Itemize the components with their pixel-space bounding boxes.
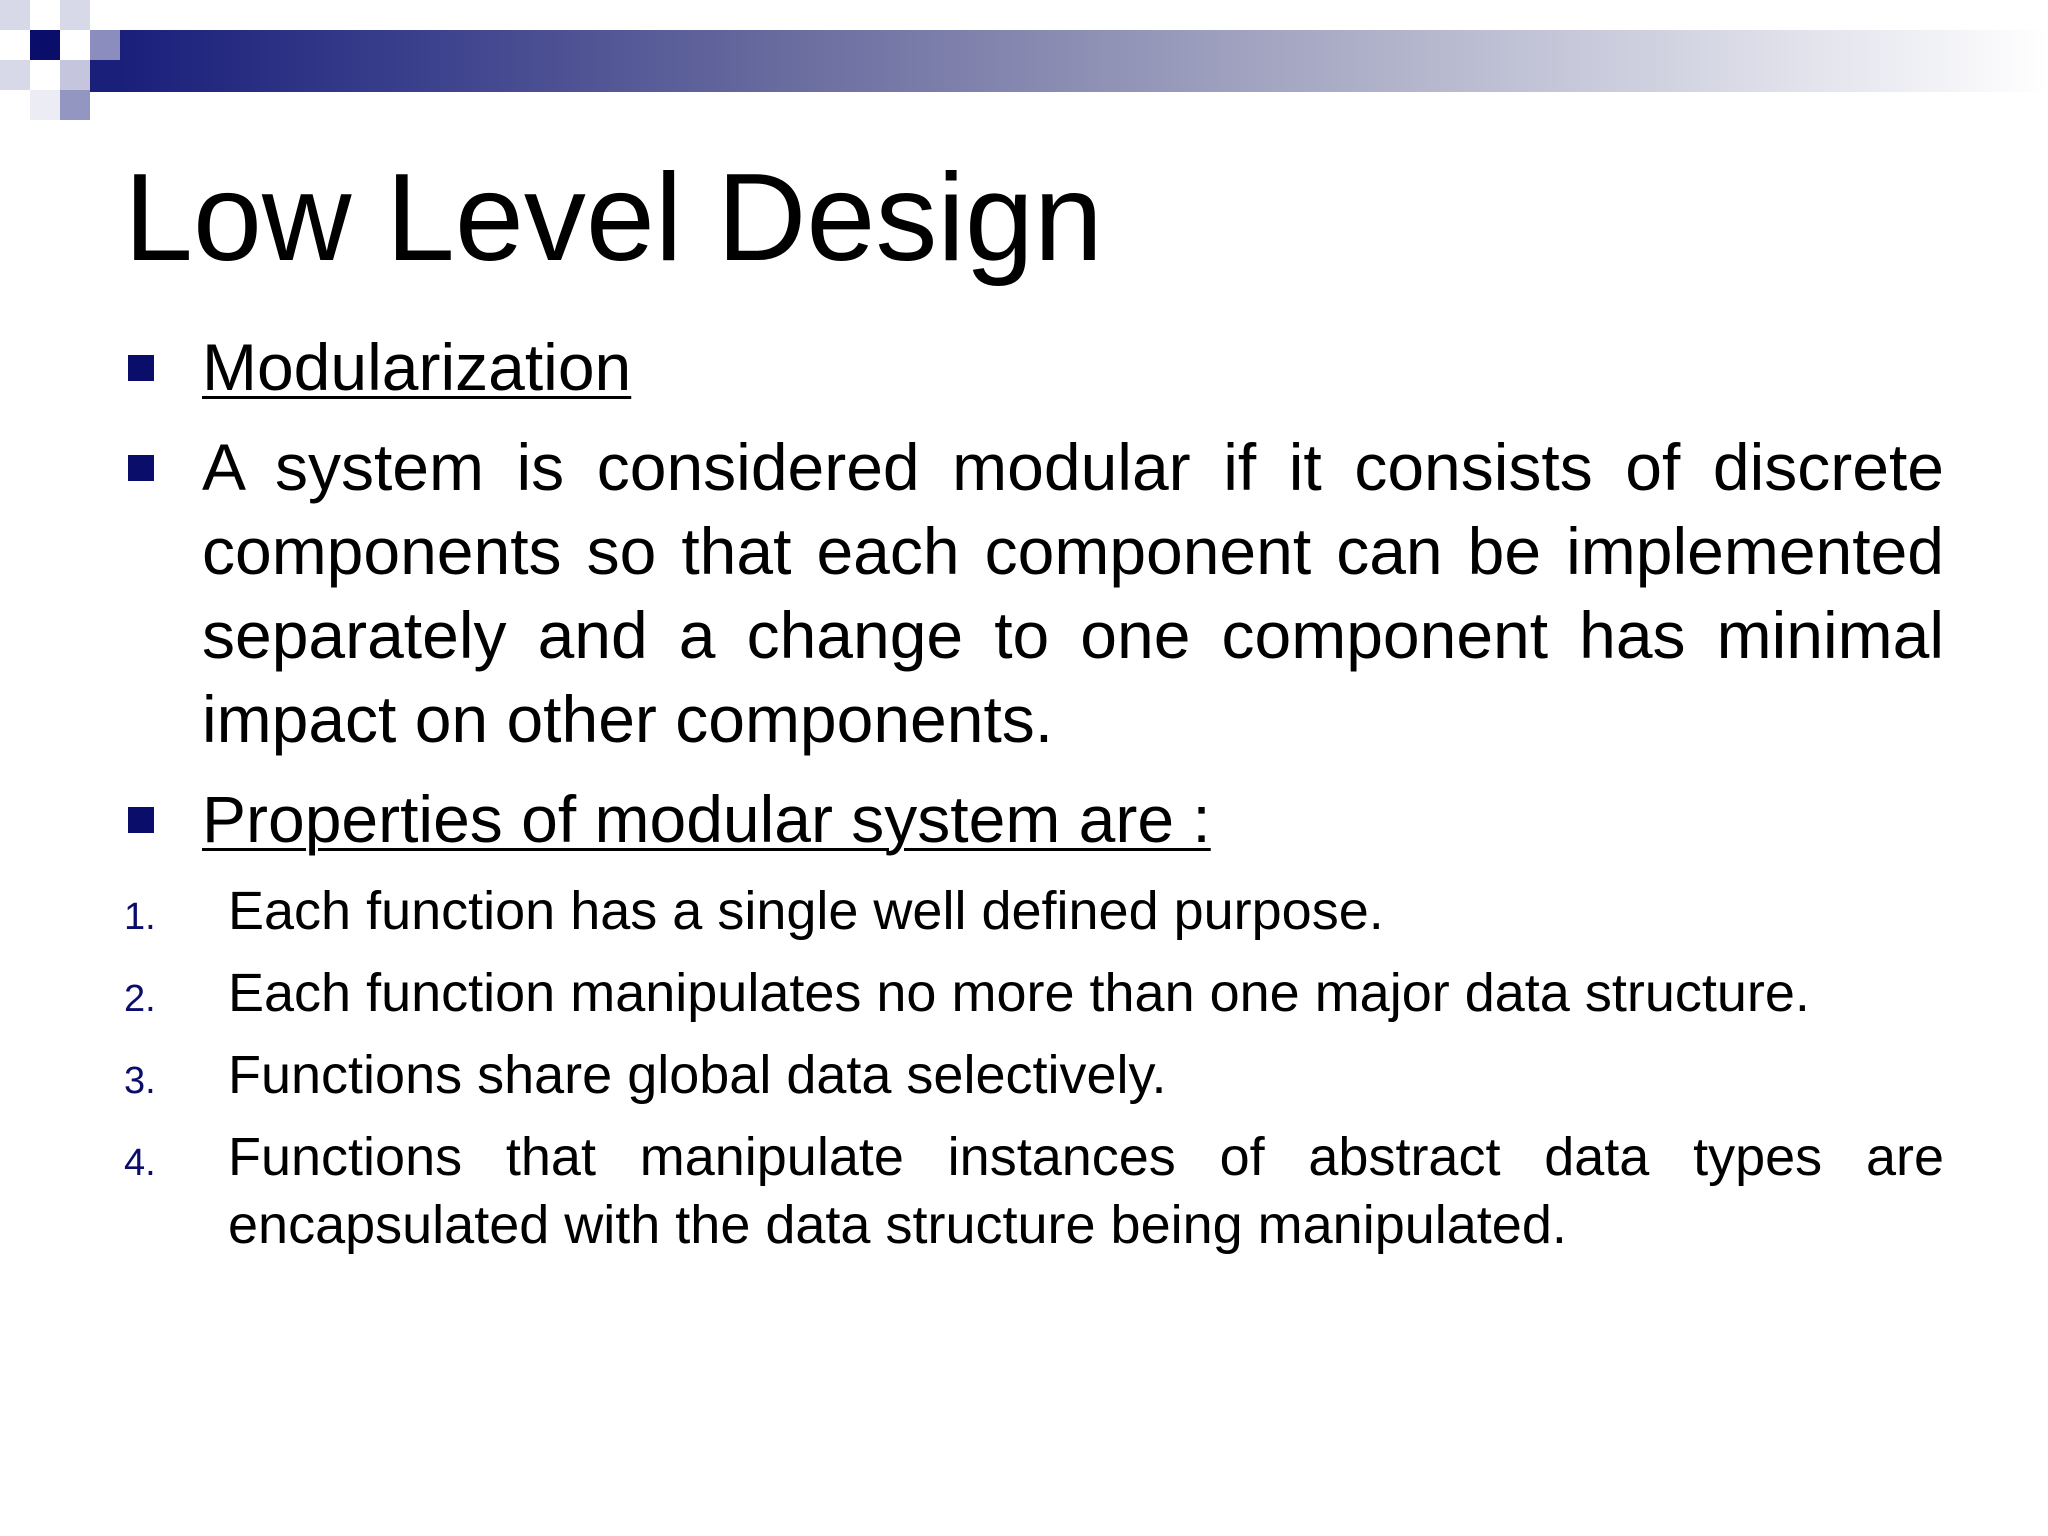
- bullet-item: [124, 425, 1944, 761]
- bullet-text: A system is considered modular if it consists of discrete components so that each component can be implemented separately and a change to one component has minimal impact on other components.: [202, 430, 1944, 756]
- bullet-text: Properties of modular system are :: [202, 782, 1211, 856]
- item-text: Functions share global data selectively.: [228, 1045, 1167, 1105]
- item-number: 3.: [124, 1060, 156, 1102]
- decor-square: [0, 60, 30, 90]
- square-bullet-icon: [128, 455, 154, 481]
- decor-square: [60, 60, 90, 90]
- decor-square: [90, 60, 120, 92]
- numbered-item: [124, 1041, 1944, 1109]
- item-text: Each function has a single well defined purpose.: [228, 881, 1384, 941]
- numbered-list: [124, 877, 1944, 1259]
- square-bullet-icon: [128, 355, 154, 381]
- numbered-item: [124, 877, 1944, 945]
- decor-square: [30, 30, 60, 60]
- decor-square: [90, 30, 120, 60]
- bullet-item: [124, 325, 1944, 409]
- slide-title: Low Level Design: [124, 149, 1103, 287]
- item-text: Functions that manipulate instances of abstract data types are encapsulated with the data structure being manipulated.: [228, 1127, 1944, 1255]
- decor-square: [30, 90, 60, 120]
- square-bullet-icon: [128, 807, 154, 833]
- slide-content: [124, 325, 1944, 1273]
- header-gradient-bar: [120, 30, 2048, 92]
- item-text: Each function manipulates no more than one major data structure.: [228, 963, 1810, 1023]
- decor-square: [60, 0, 90, 30]
- decor-square: [0, 0, 30, 30]
- item-number: 4.: [124, 1142, 156, 1184]
- numbered-item: [124, 959, 1944, 1027]
- decor-square: [60, 90, 90, 120]
- item-number: 2.: [124, 978, 156, 1020]
- numbered-item: [124, 1123, 1944, 1259]
- item-number: 1.: [124, 896, 156, 938]
- bullet-text: Modularization: [202, 330, 632, 404]
- bullet-item: [124, 777, 1944, 861]
